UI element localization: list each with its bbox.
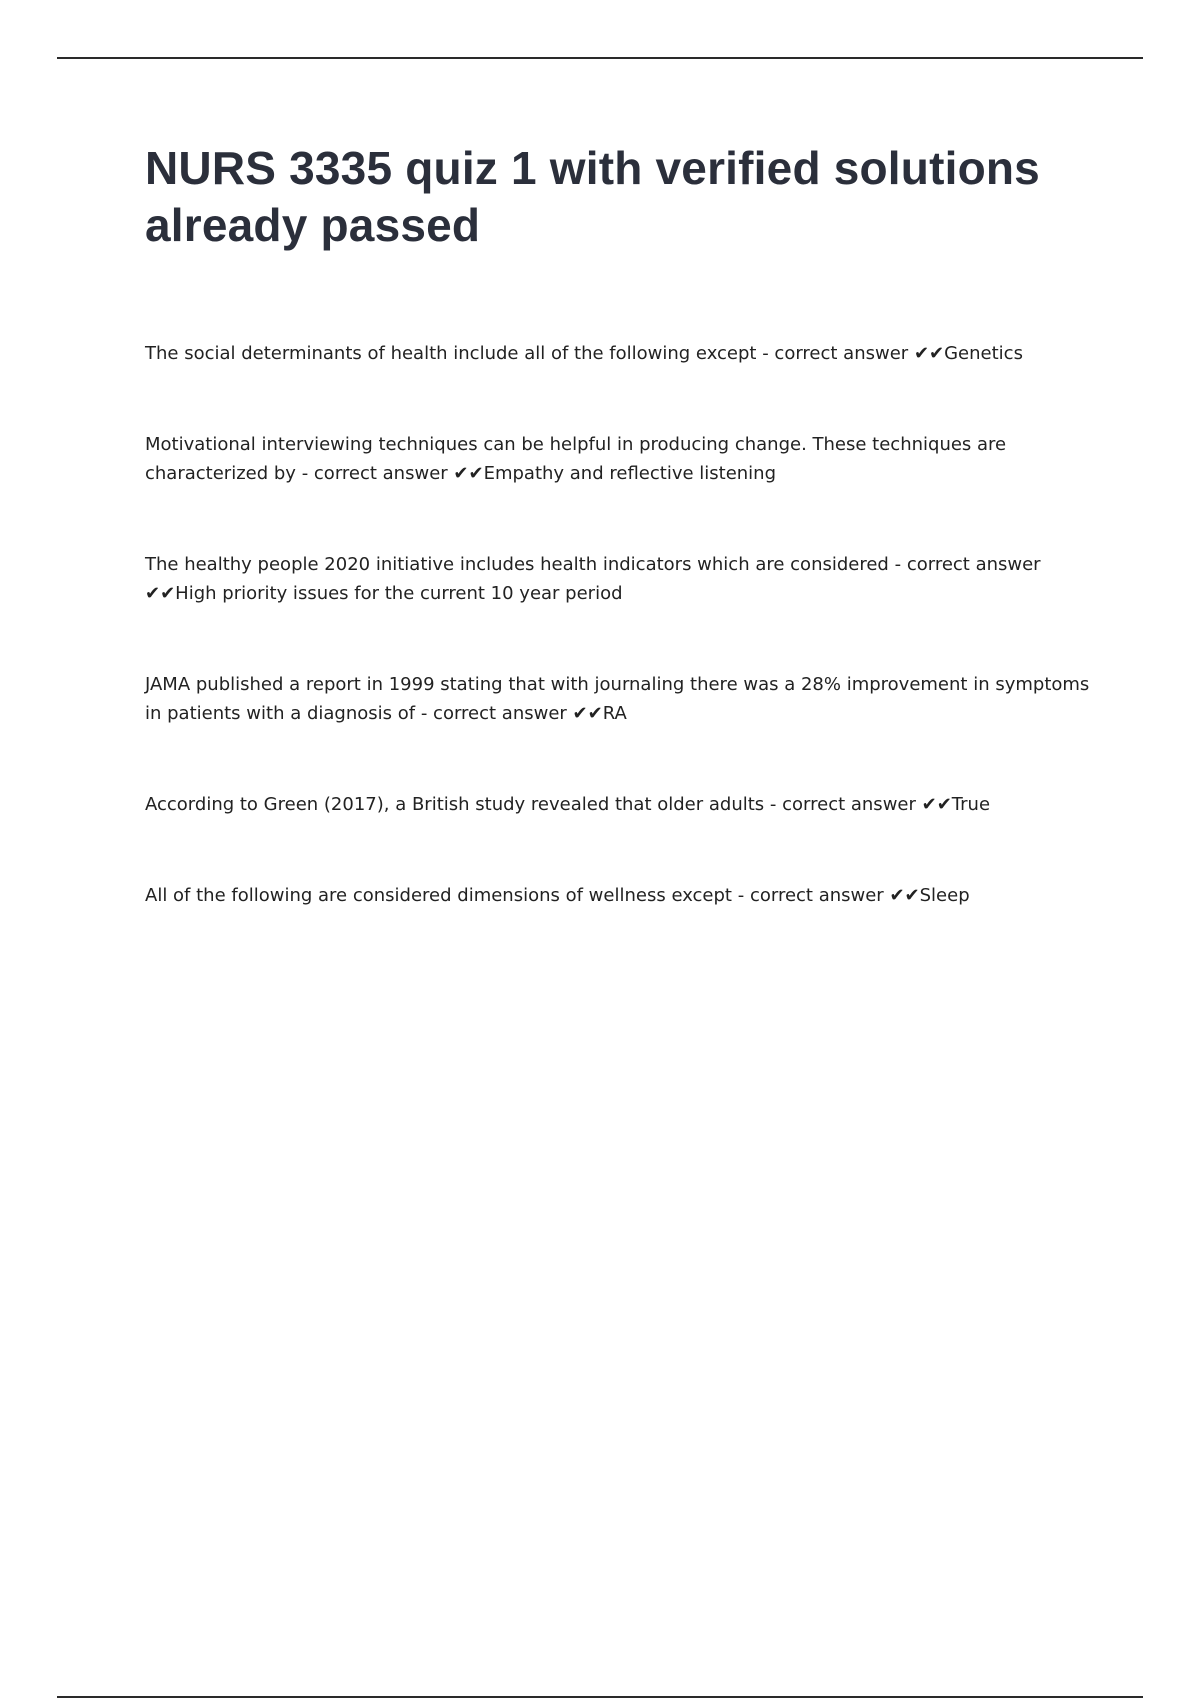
answer-text: True [951,794,991,815]
answer-prefix: - correct answer [894,554,1041,575]
answer-text: Empathy and reflective listening [483,463,777,484]
document-body [145,140,1090,972]
question-list [145,339,1090,910]
double-check-icon: ✔✔ [453,463,484,484]
answer-text: RA [602,703,627,724]
question-text: The healthy people 2020 initiative includes health indicators which are considered [145,554,889,575]
question-item [145,430,1090,488]
question-text: Motivational interviewing techniques can be helpful in producing change. These techniques are characterized by [145,434,1007,484]
question-item [145,339,1090,368]
answer-text: Genetics [944,343,1023,364]
question-text: JAMA published a report in 1999 stating that with journaling there was a 28% improvement in symptoms in patients with a diagnosis of [145,674,1090,724]
double-check-icon: ✔✔ [913,343,945,364]
double-check-icon: ✔✔ [889,885,920,906]
answer-text: High priority issues for the current 10 year period [175,583,623,604]
question-item [145,881,1090,910]
document-title: NURS 3335 quiz 1 with verified solutions already passed [145,142,1040,251]
question-item [145,670,1090,728]
double-check-icon: ✔✔ [572,703,603,724]
answer-text: Sleep [919,885,970,906]
answer-prefix: - correct answer [420,703,567,724]
page-bottom-rule [57,1696,1143,1698]
answer-prefix: - correct answer [762,343,909,364]
page-top-rule [57,57,1143,59]
question-text: The social determinants of health include all of the following except [145,343,757,364]
double-check-icon: ✔✔ [921,794,952,815]
double-check-icon: ✔✔ [145,583,176,604]
question-item [145,550,1090,608]
answer-prefix: - correct answer [737,885,884,906]
question-item [145,790,1090,819]
answer-prefix: - correct answer [301,463,448,484]
answer-prefix: - correct answer [769,794,916,815]
question-text: All of the following are considered dimensions of wellness except [145,885,732,906]
question-text: According to Green (2017), a British study revealed that older adults [145,794,765,815]
